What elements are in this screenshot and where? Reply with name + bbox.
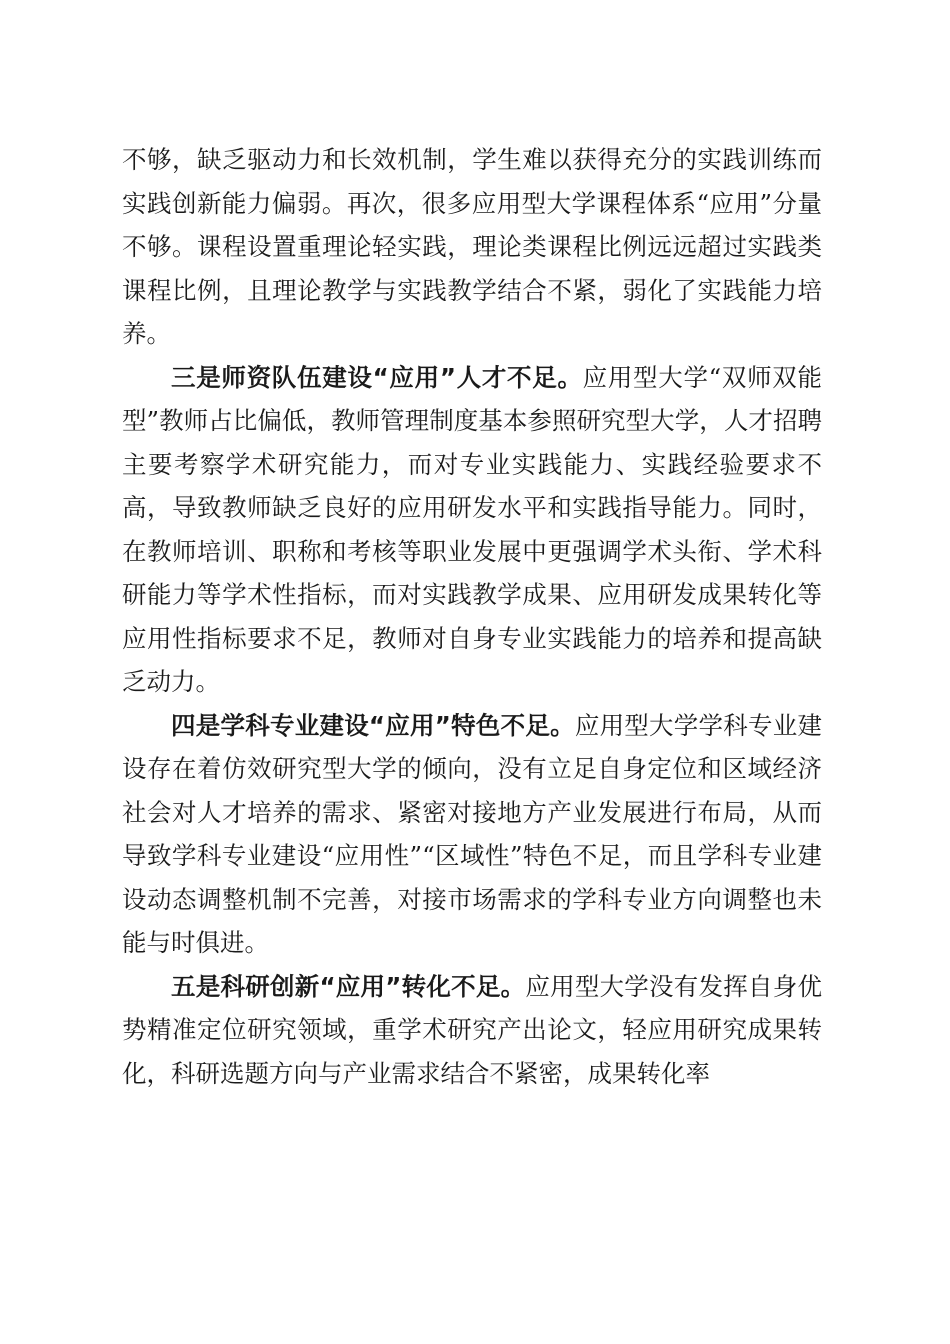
paragraph-research — [122, 965, 822, 1096]
paragraph-faculty — [122, 356, 822, 704]
paragraph-text: 应用型大学“双师双能型”教师占比偏低，教师管理制度基本参照研究型大学，人才招聘主要考察学术研究能力，而对专业实践能力、实践经验要求不高，导致教师缺乏良好的应用研发水平和实践指导能力。同时，在教师培训、职称和考核等职业发展中更强调学术头衔、学术科研能力等学术性指标，而对实践教学成果、应用研发成果转化等应用性指标要求不足，教师对自身专业实践能力的培养和提高缺乏动力。 — [122, 362, 823, 696]
paragraph-heading: 四是学科专业建设“应用”特色不足。 — [171, 710, 575, 740]
paragraph-text: 应用型大学没有发挥自身优势精准定位研究领域，重学术研究产出论文，轻应用研究成果转化，科研选题方向与产业需求结合不紧密，成果转化率 — [122, 971, 823, 1088]
paragraph-disciplines — [122, 704, 822, 965]
paragraph-text: 不够，缺乏驱动力和长效机制，学生难以获得充分的实践训练而实践创新能力偏弱。再次，很多应用型大学课程体系“应用”分量不够。课程设置重理论轻实践，理论类课程比例远远超过实践类课程比例，且理论教学与实践教学结合不紧，弱化了实践能力培养。 — [122, 145, 822, 348]
paragraph-heading: 三是师资队伍建设“应用”人才不足。 — [171, 362, 583, 392]
document-page — [122, 138, 822, 1095]
paragraph-continuation — [122, 138, 822, 356]
paragraph-heading: 五是科研创新“应用”转化不足。 — [171, 971, 526, 1001]
paragraph-text: 应用型大学学科专业建设存在着仿效研究型大学的倾向，没有立足自身定位和区域经济社会对人才培养的需求、紧密对接地方产业发展进行布局，从而导致学科专业建设“应用性”“区域性”特色不足，而且学科专业建设动态调整机制不完善，对接市场需求的学科专业方向调整也未能与时俱进。 — [122, 710, 823, 957]
